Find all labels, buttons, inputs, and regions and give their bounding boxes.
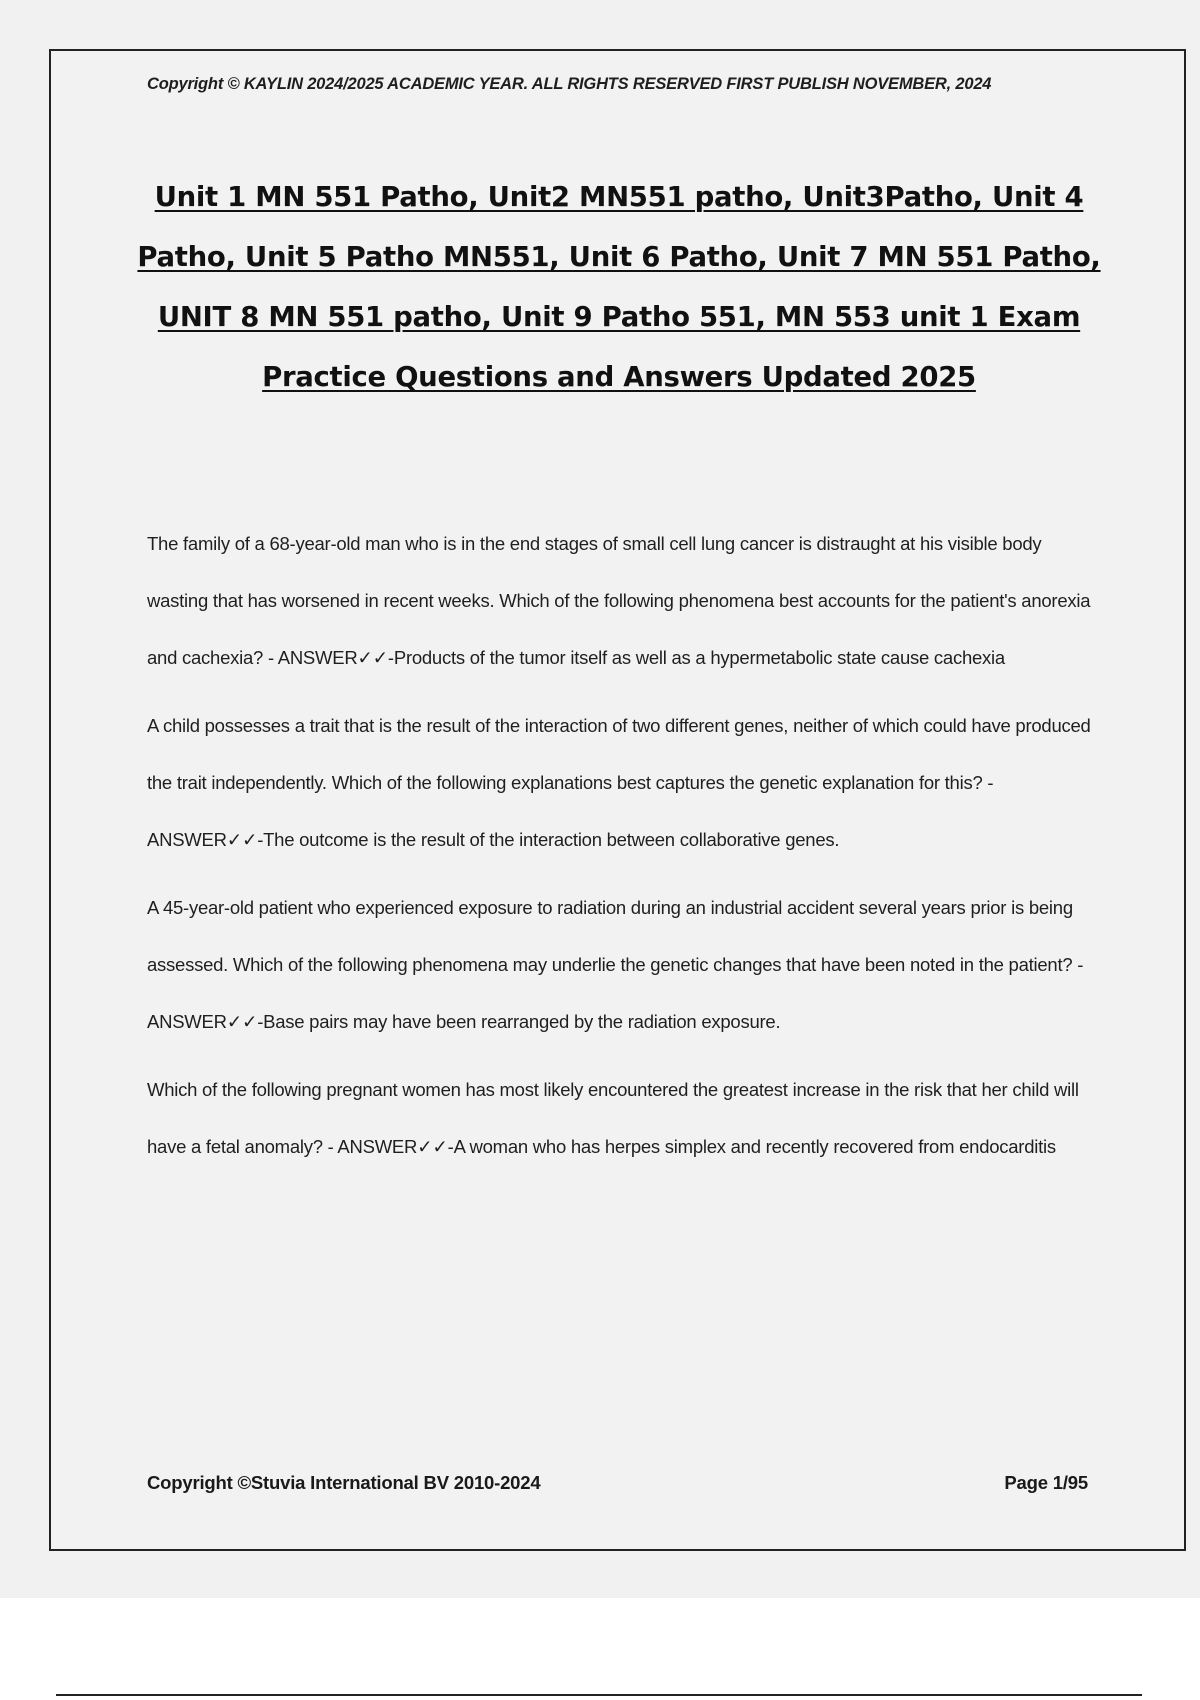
- question-text: A 45-year-old patient who experienced exposure to radiation during an industrial accident several years prior is being assessed. Which of the following phenomena may underlie the genetic changes that have been noted in the patient?: [147, 897, 1073, 975]
- answer-separator: - ANSWER✓✓-: [147, 772, 994, 850]
- question-text: A child possesses a trait that is the result of the interaction of two different genes, neither of which could have produced the trait independently. Which of the following explanations best captures the genetic explanation for this?: [147, 715, 1091, 793]
- answer-separator: - ANSWER✓✓-: [263, 647, 394, 668]
- footer-copyright: Copyright ©Stuvia International BV 2010-2024: [147, 1472, 541, 1493]
- question-item-4: [147, 1061, 1107, 1175]
- question-item-2: [147, 697, 1107, 868]
- answer-separator: - ANSWER✓✓-: [322, 1136, 454, 1157]
- next-page-top-border: [56, 1694, 1142, 1696]
- page-number: Page 1/95: [1004, 1472, 1088, 1493]
- question-item-1: [147, 515, 1107, 686]
- header-copyright: Copyright © KAYLIN 2024/2025 ACADEMIC YEAR. ALL RIGHTS RESERVED FIRST PUBLISH NOVEMBER, 2024: [147, 75, 992, 93]
- answer-text: Products of the tumor itself as well as a hypermetabolic state cause cachexia: [393, 647, 1005, 668]
- answer-text: The outcome is the result of the interaction between collaborative genes.: [263, 829, 840, 850]
- document-page: [49, 49, 1186, 1551]
- document-title: Unit 1 MN 551 Patho, Unit2 MN551 patho, Unit3Patho, Unit 4 Patho, Unit 5 Patho MN551, Unit 6 Patho, Unit 7 MN 551 Patho, UNIT 8 MN 551 patho, Unit 9 Patho 551, MN 553 unit 1 Exam Practice Questions and Answers Updated 2025: [137, 181, 1101, 393]
- answer-text: Base pairs may have been rearranged by the radiation exposure.: [263, 1011, 781, 1032]
- question-text: The family of a 68-year-old man who is in the end stages of small cell lung cancer is distraught at his visible body wasting that has worsened in recent weeks. Which of the following phenomena best accounts for the patient's anorexia and cachexia?: [147, 533, 1091, 668]
- question-item-3: [147, 879, 1107, 1050]
- question-text: Which of the following pregnant women has most likely encountered the greatest increase in the risk that her child will have a fetal anomaly?: [147, 1079, 1079, 1157]
- question-list: [147, 515, 1107, 1186]
- answer-text: A woman who has herpes simplex and recently recovered from endocarditis: [453, 1136, 1056, 1157]
- answer-separator: - ANSWER✓✓-: [147, 954, 1084, 1032]
